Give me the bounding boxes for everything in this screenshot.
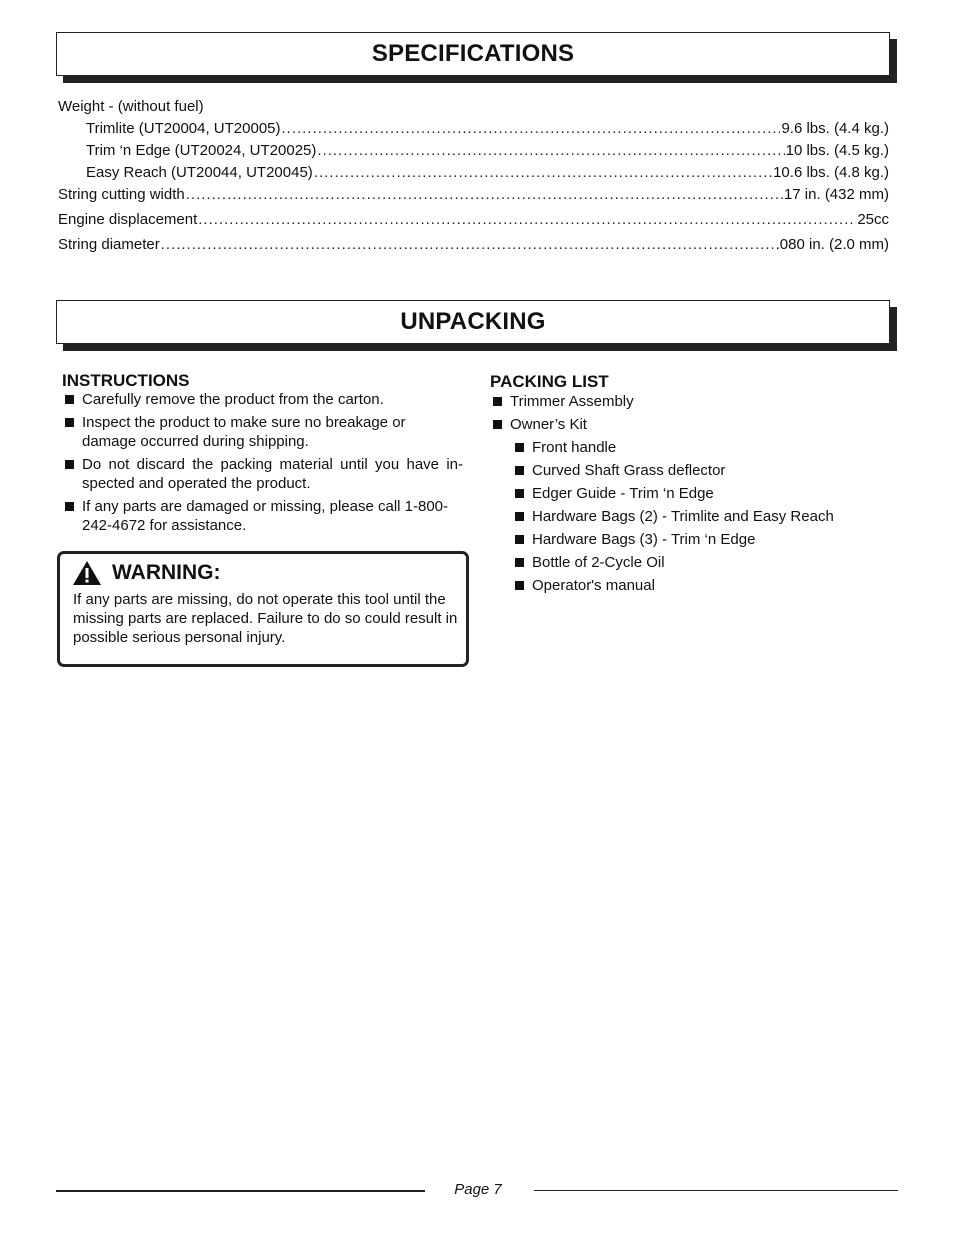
spec-label: String cutting width bbox=[58, 186, 185, 203]
list-item bbox=[511, 507, 889, 526]
list-item bbox=[511, 553, 889, 572]
bullet-square-icon bbox=[493, 420, 502, 429]
list-item bbox=[489, 392, 889, 411]
spec-label: Trim ‘n Edge (UT20024, UT20025) bbox=[86, 142, 317, 159]
list-item-text: Bottle of 2-Cycle Oil bbox=[532, 554, 665, 571]
list-item-text: Hardware Bags (3) - Trim ‘n Edge bbox=[532, 531, 756, 548]
instructions-list bbox=[61, 390, 463, 539]
spec-label: Easy Reach (UT20044, UT20045) bbox=[86, 164, 313, 181]
instructions-heading: INSTRUCTIONS bbox=[62, 371, 190, 390]
list-item-text: Trimmer Assembly bbox=[510, 393, 634, 410]
dot-leader bbox=[314, 164, 772, 181]
spec-value: 9.6 lbs. (4.4 kg.) bbox=[781, 120, 889, 137]
spec-value: .080 in. (2.0 mm) bbox=[775, 236, 889, 253]
unpacking-banner bbox=[56, 300, 890, 344]
list-item-text: Do not discard the packing material until you have in-spected and operated the product. bbox=[82, 456, 463, 492]
dot-leader bbox=[317, 142, 784, 159]
warning-box bbox=[57, 551, 469, 667]
bullet-square-icon bbox=[515, 466, 524, 475]
list-item-text: Curved Shaft Grass deflector bbox=[532, 462, 726, 479]
unpacking-title: UNPACKING bbox=[400, 308, 546, 335]
list-item bbox=[61, 413, 463, 451]
list-item bbox=[511, 576, 889, 595]
spec-row bbox=[58, 236, 889, 261]
spec-value: 10.6 lbs. (4.8 kg.) bbox=[773, 164, 889, 181]
spec-row bbox=[58, 164, 889, 186]
dot-leader bbox=[198, 211, 856, 228]
spec-label: Trimlite (UT20004, UT20005) bbox=[86, 120, 281, 137]
bullet-square-icon bbox=[65, 502, 74, 511]
list-item-text: Inspect the product to make sure no breakage or damage occurred during shipping. bbox=[82, 414, 406, 450]
spec-value: 10 lbs. (4.5 kg.) bbox=[785, 142, 889, 159]
list-item-text: Operator's manual bbox=[532, 577, 655, 594]
list-item-text: Edger Guide - Trim ‘n Edge bbox=[532, 485, 714, 502]
spec-row bbox=[58, 211, 889, 236]
page-number: Page 7 bbox=[454, 1181, 502, 1198]
list-item-text: Owner’s Kit bbox=[510, 416, 587, 433]
spec-row bbox=[58, 186, 889, 211]
weight-label: Weight - (without fuel) bbox=[58, 98, 204, 115]
list-item-text: Carefully remove the product from the carton. bbox=[82, 391, 384, 408]
list-item bbox=[61, 390, 463, 409]
spec-row bbox=[58, 120, 889, 142]
list-item bbox=[61, 497, 463, 535]
list-item-text: If any parts are damaged or missing, please call 1-800-242-4672 for assistance. bbox=[82, 498, 449, 534]
spec-row bbox=[58, 142, 889, 164]
specifications-banner bbox=[56, 32, 890, 76]
bullet-square-icon bbox=[515, 443, 524, 452]
list-item bbox=[511, 461, 889, 480]
spec-label: Engine displacement bbox=[58, 211, 198, 228]
spec-value: 25cc bbox=[857, 211, 889, 228]
specifications-list bbox=[58, 98, 889, 261]
bullet-square-icon bbox=[65, 418, 74, 427]
bullet-square-icon bbox=[515, 581, 524, 590]
list-item bbox=[61, 455, 463, 493]
footer-rule-left bbox=[56, 1190, 425, 1192]
warning-triangle-icon bbox=[72, 560, 102, 586]
bullet-square-icon bbox=[65, 460, 74, 469]
bullet-square-icon bbox=[515, 535, 524, 544]
packing-list-heading: PACKING LIST bbox=[490, 372, 609, 391]
list-item bbox=[511, 438, 889, 457]
list-item bbox=[489, 415, 889, 434]
bullet-square-icon bbox=[515, 489, 524, 498]
dot-leader bbox=[161, 236, 775, 253]
warning-title: WARNING: bbox=[112, 561, 221, 584]
bullet-square-icon bbox=[65, 395, 74, 404]
warning-text: If any parts are missing, do not operate this tool until the missing parts are replaced. Failure to do so could result in possible serious personal injury. bbox=[73, 591, 458, 646]
list-item-text: Hardware Bags (2) - Trimlite and Easy Reach bbox=[532, 508, 834, 525]
spec-value: 17 in. (432 mm) bbox=[783, 186, 889, 203]
warning-header bbox=[72, 560, 221, 586]
weight-heading-row bbox=[58, 98, 889, 120]
dot-leader bbox=[282, 120, 781, 137]
bullet-square-icon bbox=[515, 512, 524, 521]
specifications-title: SPECIFICATIONS bbox=[371, 40, 575, 67]
footer-rule-right bbox=[534, 1190, 898, 1191]
list-item bbox=[511, 530, 889, 549]
spec-label: String diameter bbox=[58, 236, 160, 253]
packing-list bbox=[489, 392, 889, 599]
list-item bbox=[511, 484, 889, 503]
bullet-square-icon bbox=[515, 558, 524, 567]
bullet-square-icon bbox=[493, 397, 502, 406]
dot-leader bbox=[186, 186, 783, 203]
list-item-text: Front handle bbox=[532, 439, 617, 456]
